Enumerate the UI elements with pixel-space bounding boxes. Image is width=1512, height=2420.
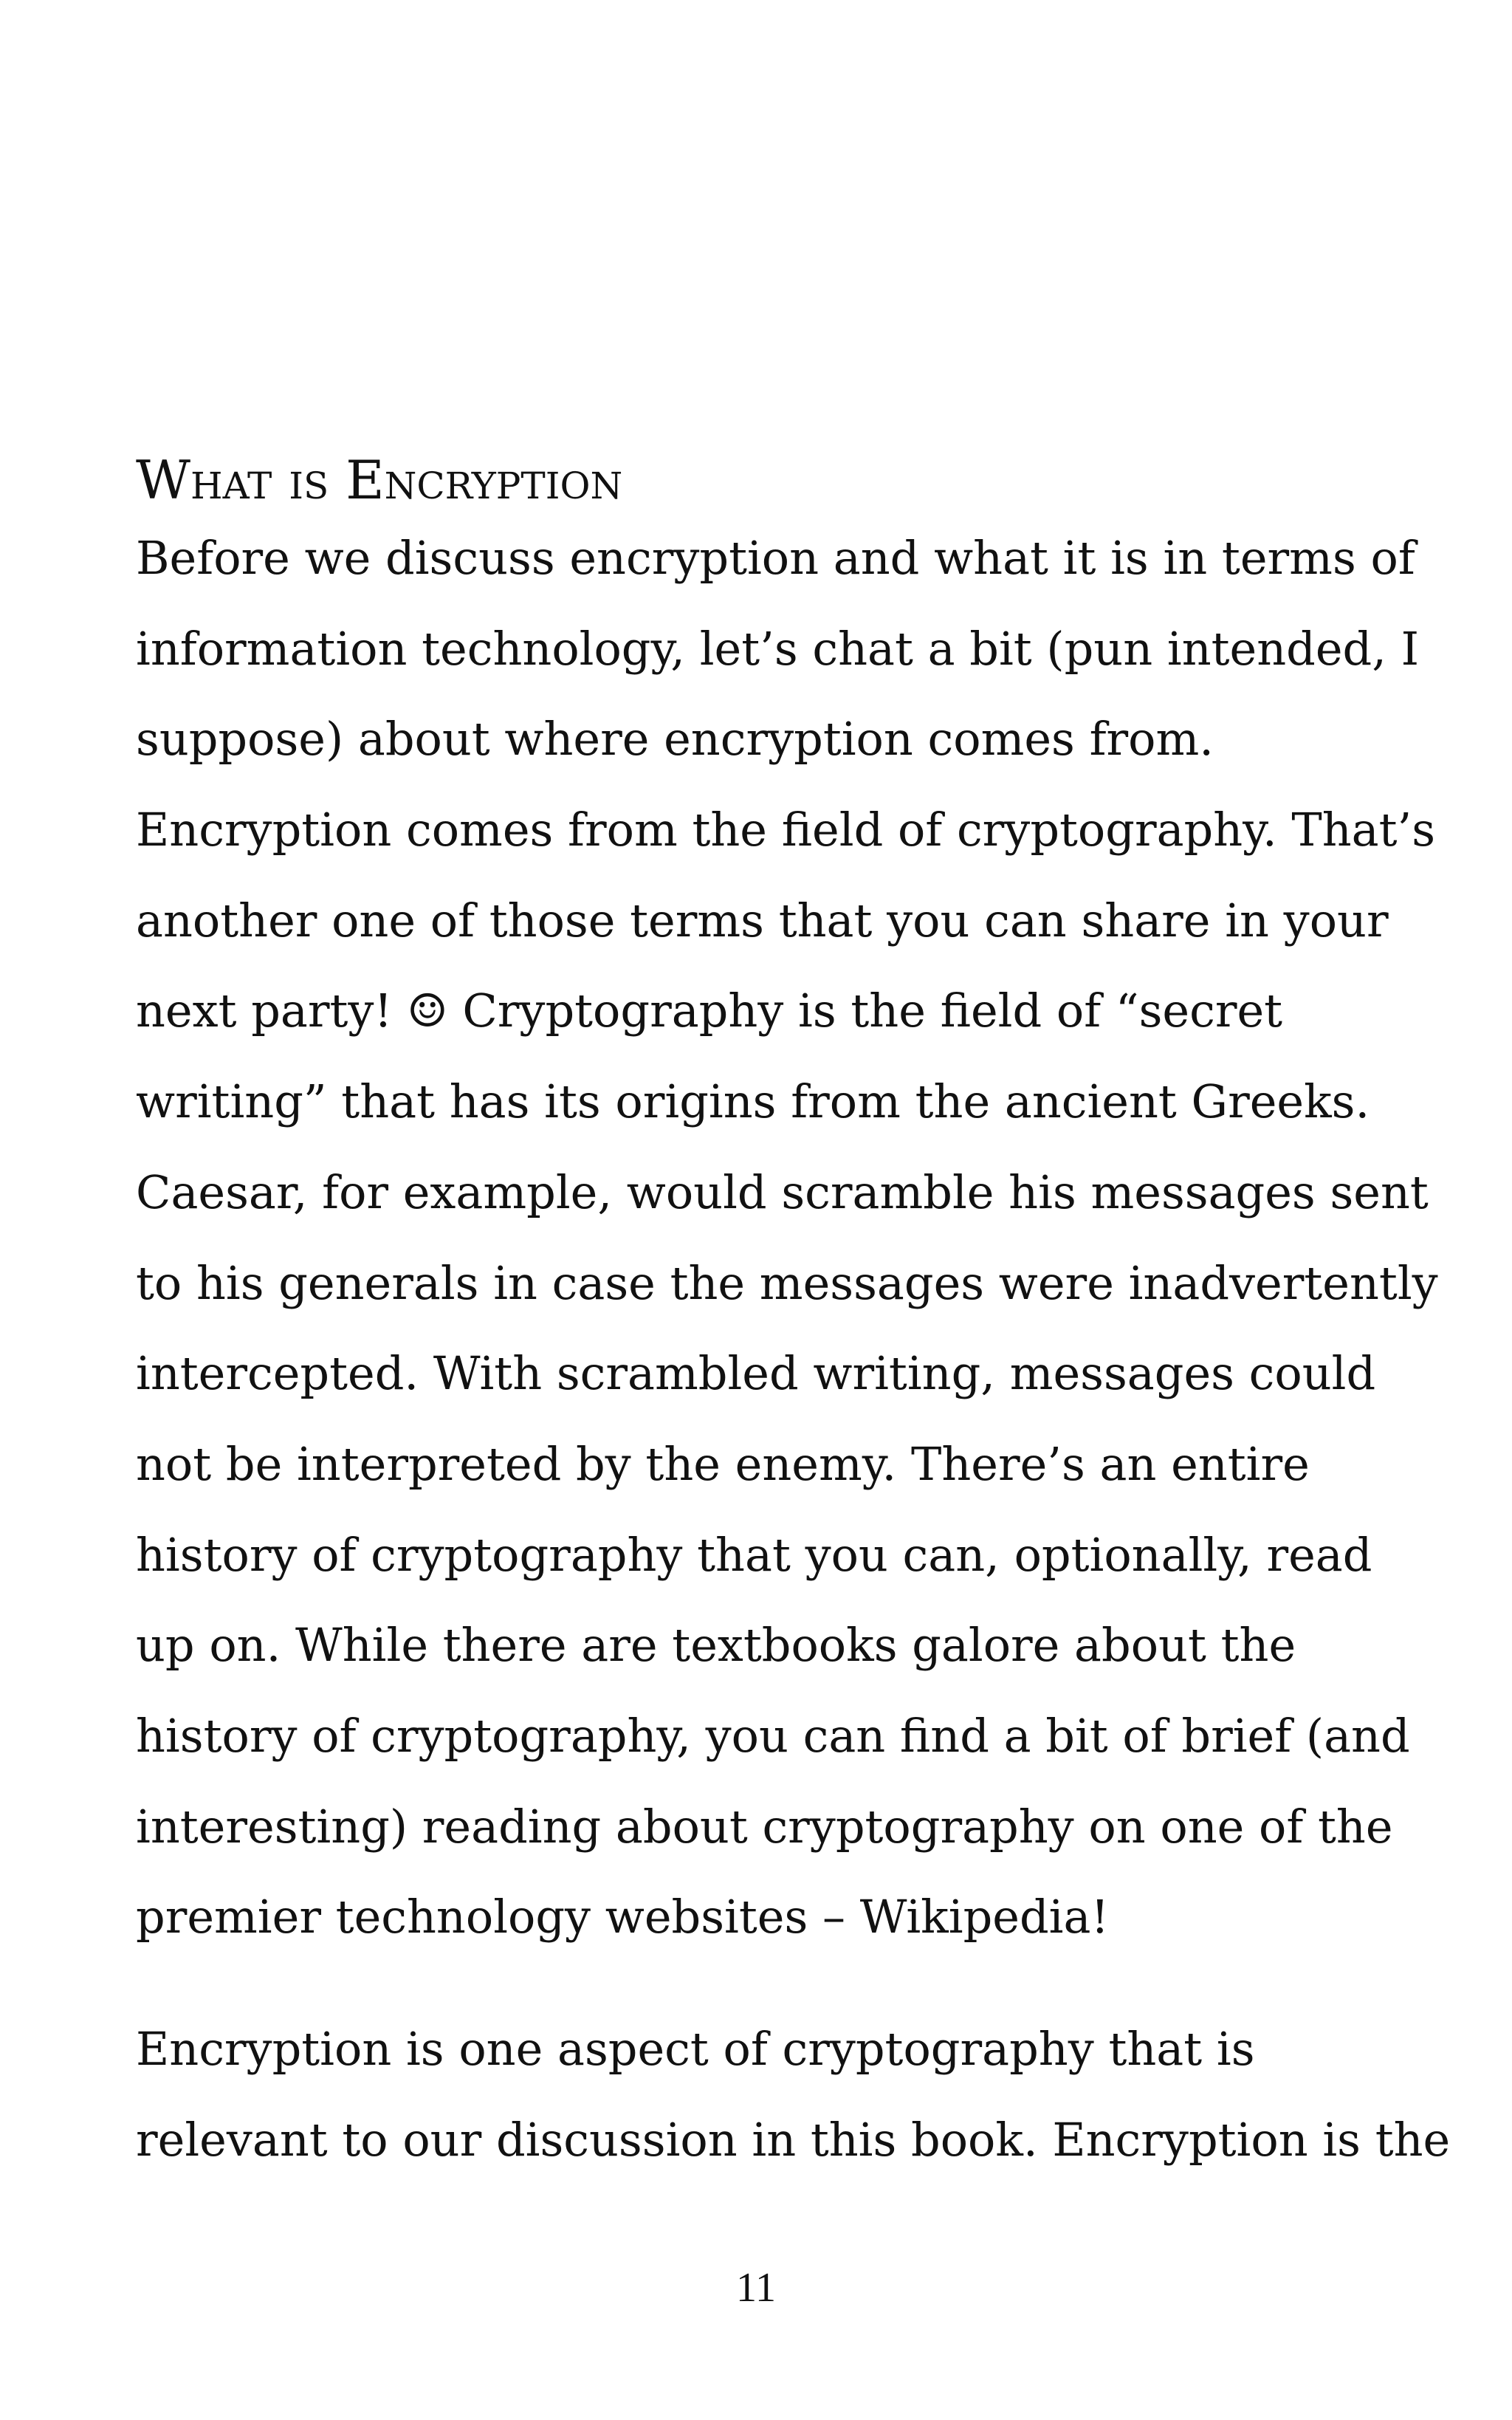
section-heading: What is Encryption [136,449,623,511]
text-line: not be interpreted by the enemy. There’s an entire [136,1436,1310,1491]
body-paragraph [136,513,1438,1963]
text-line: another one of those terms that you can share in your [136,893,1389,947]
page-number: 11 [736,2265,776,2311]
text-line: interesting) reading about cryptography on one of the [136,1799,1393,1854]
text-line: relevant to our discussion in this book. Encryption is the [136,2112,1451,2167]
text-line: history of cryptography, you can find a bit of brief (and [136,1708,1410,1763]
text-line: premier technology websites – Wikipedia! [136,1890,1110,1944]
text-line: writing” that has its origins from the ancient Greeks. [136,1074,1370,1129]
text-line: up on. While there are textbooks galore about the [136,1618,1296,1673]
text-line: to his generals in case the messages were inadvertently [136,1255,1438,1310]
text-line: suppose) about where encryption comes from. [136,712,1214,767]
text-line: intercepted. With scrambled writing, messages could [136,1346,1376,1401]
text-line: information technology, let’s chat a bit (pun intended, I [136,621,1420,676]
text-line: history of cryptography that you can, optionally, read [136,1527,1372,1582]
text-line: Encryption is one aspect of cryptography that is [136,2022,1255,2076]
text-line: Before we discuss encryption and what it is in terms of [136,531,1415,585]
text-line: Encryption comes from the field of cryptography. That’s [136,803,1436,857]
text-line: Caesar, for example, would scramble his messages sent [136,1165,1429,1219]
body-paragraph [136,2004,1450,2185]
text-line: next party! ☺ Cryptography is the field of “secret [136,984,1283,1038]
